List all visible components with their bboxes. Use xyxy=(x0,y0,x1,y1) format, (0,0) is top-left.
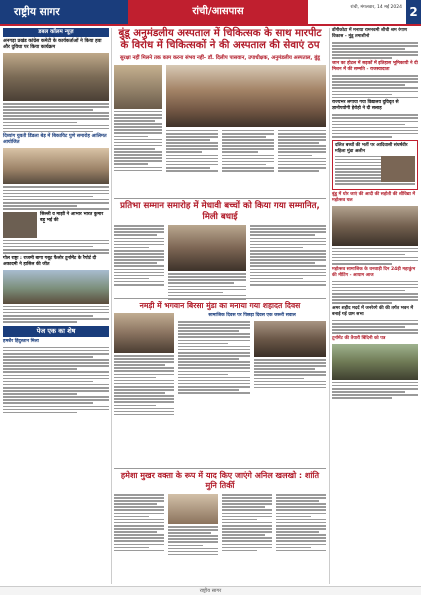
tribute-headline: हमेशा मुखर वक्ता के रूप में याद किए जाएंगे अनिल खलखो : शांति मुनि तिर्की xyxy=(120,471,320,490)
left-kicker: डबल कॉलम न्यूज़ xyxy=(3,28,109,37)
right-story5-photo xyxy=(332,206,418,246)
left-feature-body xyxy=(3,347,109,414)
left-story4-headline: गोल राष्ट्रा : राजमी बागा गबूट फैलोर टूर्नामेंट के रैपोर्ट दी अकादमी ने हासिल की जीत xyxy=(3,255,97,267)
lead-subheadline: सुरक्षा नहीं मिलने तक काम करना संभव नहीं- डॉ. दिलीप पासवान, उपाधीक्षक, अनुमंडलीय अस्पताल, बुंडू xyxy=(120,54,320,61)
right-column xyxy=(332,28,418,584)
masthead-rule xyxy=(0,24,421,26)
lead-headline: बुंडू अनुमंडलीय अस्पताल में चिकित्सक के साथ मारपीट के विरोध में चिकित्सकों ने की अस्पताल की सेवाएं ठप xyxy=(118,28,322,52)
column-rule-left xyxy=(111,28,112,584)
right-story5-headline: बुंडू में धोर जाएं की आदी की सहोती की शौविद्या में महोत्सव चल xyxy=(332,191,416,203)
bottom-story xyxy=(114,298,326,417)
lead-photo-small xyxy=(114,65,162,109)
mid-photo xyxy=(168,225,246,271)
left-story1-body xyxy=(3,103,109,132)
right-story8-headline: टूर्नामेंट की तैयारी बिंदिनी को पत्र xyxy=(332,335,386,341)
left-story1-headline: अनगड़ा प्रखंड कांग्रेस कमेटी के कार्यकर्ताओं ने किया हवा और दुविधा पर किया कार्यक्रम xyxy=(3,39,102,50)
lead-body-col1 xyxy=(114,65,162,173)
column-rule-right xyxy=(329,28,330,584)
left-story4-body xyxy=(3,306,109,323)
lead-photo-main xyxy=(166,65,326,127)
left-story3-headline: सिल्ली व माझी ने आभार भारत कुमार बड़ू भई की xyxy=(40,211,104,223)
right-story4-box xyxy=(332,140,418,190)
paper-name: राष्ट्रीय सागर xyxy=(0,0,128,24)
bottom-photo xyxy=(114,313,174,353)
section-title: रांची/आसपास xyxy=(128,0,308,24)
bottom-subhead: सामाजिक दिवस पर पिछड़ा दिवस एक जरूरी सवाल xyxy=(208,313,296,318)
right-story7-headline: अमर शहीद मदर्द में जनरेरगे की की तर्गत भवन में बनाई गई ग्राम सभा xyxy=(332,305,414,317)
bottom-headline: नमड़ी में भगवान बिरसा मुंडा का मनाया गया शहादत दिवस xyxy=(139,301,301,310)
bottom-photo-right xyxy=(254,321,326,357)
mid-headline: प्रतिभा सम्मान समारोह में मेधावी बच्चों को किया गया सम्मानित, मिली बधाई xyxy=(120,201,320,222)
right-story3-headline: राज्यभर लगाया गया विद्यालय दुविदृत से ज्ञानोपयोगी हेरोहो ने दी सलाह xyxy=(332,100,399,112)
lead-story xyxy=(114,28,326,173)
left-story3-photo xyxy=(3,212,37,238)
left-story2-headline: दिव्यांग युवती डिंडला बेड़ में बिकायिट पुणे समारोह आलिमत आयोजित xyxy=(3,134,107,146)
left-feature-title: पेज एक का शेष xyxy=(3,326,109,337)
right-story4-headline: दलित बच्चों की भर्ती पर आदिवासी संघर्षवीर महिला मुंडा अलीन xyxy=(335,142,408,154)
tribute-photo xyxy=(168,494,218,524)
left-story4-photo xyxy=(3,270,109,304)
left-story1-photo xyxy=(3,53,109,101)
right-story2-headline: जान का होटल में सड़कों में इतिहास भूमिकायी ने दी मिशन में की सम्मति - राजस्वादाता xyxy=(332,61,418,73)
right-story8-photo xyxy=(332,344,418,380)
left-story2-body xyxy=(3,186,109,209)
page-number: 2 xyxy=(406,0,421,24)
right-story6-headline: महोत्सव सामाजिक के धनवाड़ी दिन 24ड़ी महाकुंभ की मीटिंग - आयाम आज xyxy=(332,266,416,278)
left-feature-sub: हमशैर हिंदुस्तान मिला xyxy=(3,338,39,344)
mid-story xyxy=(114,198,326,301)
right-story4-photo xyxy=(381,156,415,182)
page-footer: राष्ट्रीय सागर xyxy=(0,586,421,595)
tribute-story xyxy=(114,468,326,557)
date-line: रांची, मंगलवार, 14 मई 2024 xyxy=(308,0,406,24)
left-story3-body xyxy=(3,240,109,254)
left-column xyxy=(3,28,109,584)
left-story2-photo xyxy=(3,148,109,184)
right-story1-headline: डोंगीकोटा में मनाया रामनवमी शौची श्रम रंगाण विकास - मुंडू तमाशीनो xyxy=(332,28,408,39)
